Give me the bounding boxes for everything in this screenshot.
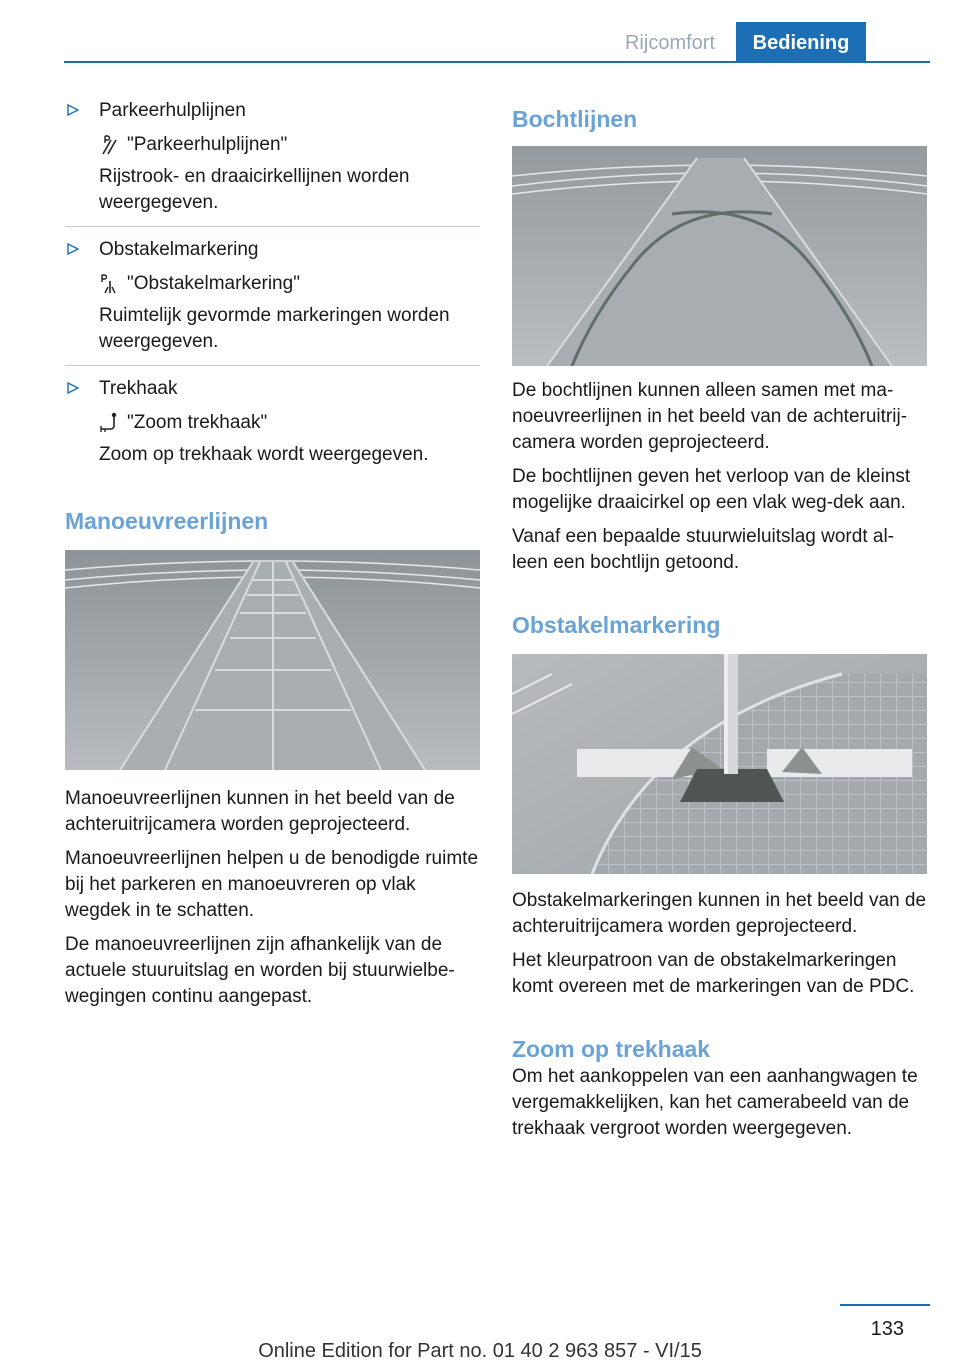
bullet-description: Zoom op trekhaak wordt weergegeven. bbox=[99, 444, 429, 465]
section-heading-obstakelmarkering: Obstakelmarkering bbox=[512, 612, 721, 638]
bullet-parkeerhulplijnen bbox=[65, 98, 480, 216]
divider bbox=[65, 365, 480, 366]
paragraph: Het kleurpatroon van de obstakelmarkeringen komt overeen met de markeringen van de PDC. bbox=[512, 950, 915, 997]
triangle-bullet-icon bbox=[67, 104, 79, 116]
paragraph: De bochtlijnen geven het verloop van de kleinst mogelijke draaicirkel op een vlak weg‐dek aan. bbox=[512, 466, 911, 513]
triangle-bullet-icon bbox=[67, 243, 79, 255]
paragraph: De manoeuvreerlijnen zijn afhankelijk van de actuele stuuruitslag en worden bij stuurwielbe‐wegingen continu aangepast. bbox=[65, 934, 455, 1007]
manoeuvre-lines-image bbox=[65, 550, 480, 770]
page-number: 133 bbox=[870, 1318, 904, 1340]
bullet-title: Parkeerhulplijnen bbox=[99, 100, 246, 121]
chapter-tab: Bediening bbox=[736, 22, 866, 62]
obstacle-marking-image bbox=[512, 654, 927, 874]
parking-lines-icon bbox=[99, 134, 119, 156]
paragraph: De bochtlijnen kunnen alleen samen met ma‐noeuvreerlijnen in het beeld van de achteruitrij‐camera worden geprojecteerd. bbox=[512, 380, 908, 453]
obstacle-marking-icon bbox=[99, 273, 119, 295]
paragraph: Vanaf een bepaalde stuurwieluitslag wordt al‐leen een bochtlijn getoond. bbox=[512, 526, 894, 573]
bullet-obstakelmarkering bbox=[65, 237, 480, 355]
bullet-title: Obstakelmarkering bbox=[99, 239, 259, 260]
footer-rule bbox=[840, 1304, 930, 1306]
section-heading-bochtlijnen: Bochtlijnen bbox=[512, 106, 638, 132]
divider bbox=[65, 226, 480, 227]
header-rule bbox=[64, 61, 930, 63]
paragraph: Om het aankoppelen van een aanhangwagen te vergemakkelijken, kan het camerabeeld van de trekhaak vergroot worden weergegeven. bbox=[512, 1066, 918, 1139]
paragraph: Obstakelmarkeringen kunnen in het beeld van de achteruitrijcamera worden geprojecteerd. bbox=[512, 890, 927, 937]
menu-command: "Obstakelmarkering" bbox=[127, 273, 300, 294]
footer-edition: Online Edition for Part no. 01 40 2 963 857 - VI/15 bbox=[258, 1340, 702, 1362]
bullet-trekhaak bbox=[65, 376, 480, 468]
section-tab: Rijcomfort bbox=[624, 32, 715, 54]
tow-hitch-icon bbox=[99, 412, 119, 434]
menu-command: "Zoom trekhaak" bbox=[127, 412, 268, 433]
left-column bbox=[65, 98, 480, 1018]
bullet-title: Trekhaak bbox=[99, 378, 178, 399]
bullet-description: Rijstrook- en draaicirkellijnen worden weergegeven. bbox=[99, 166, 410, 213]
right-column bbox=[512, 98, 927, 1150]
paragraph: Manoeuvreerlijnen kunnen in het beeld van de achteruitrijcamera worden geprojecteerd. bbox=[65, 788, 455, 835]
curve-lines-image bbox=[512, 146, 927, 366]
bullet-description: Ruimtelijk gevormde markeringen worden weergegeven. bbox=[99, 305, 450, 352]
page-header bbox=[0, 0, 960, 64]
paragraph: Manoeuvreerlijnen helpen u de benodigde ruimte bij het parkeren en manoeuvreren op vlak wegdek in te schatten. bbox=[65, 848, 479, 921]
section-heading-zoom-trekhaak: Zoom op trekhaak bbox=[512, 1036, 711, 1062]
triangle-bullet-icon bbox=[67, 382, 79, 394]
section-heading-manoeuvreerlijnen: Manoeuvreerlijnen bbox=[65, 508, 269, 534]
menu-command: "Parkeerhulplijnen" bbox=[127, 134, 288, 155]
